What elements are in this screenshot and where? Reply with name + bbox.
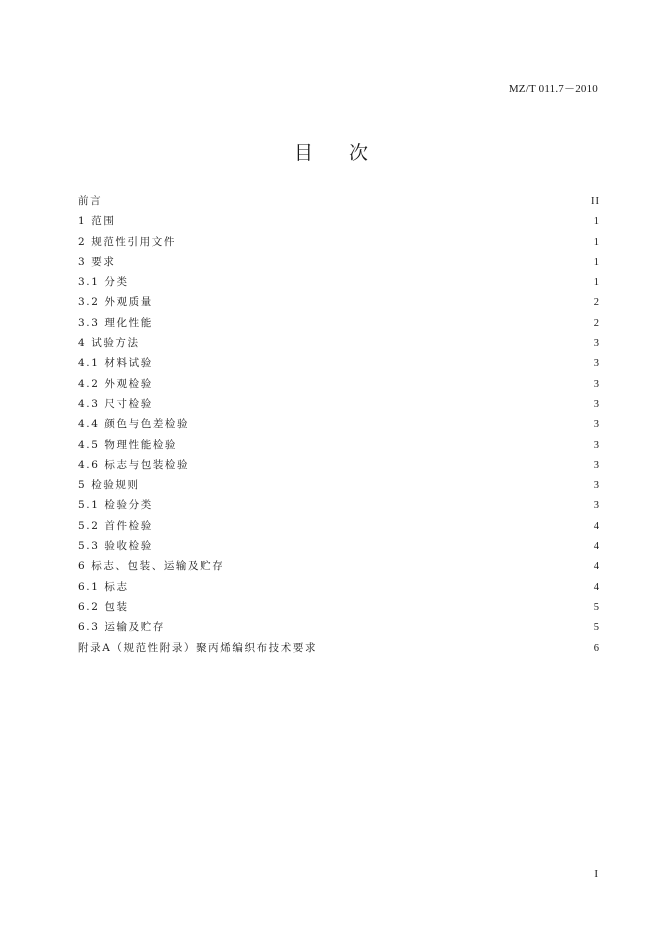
dot-leader [118,213,588,225]
toc-entry[interactable] [78,557,600,577]
toc-entry[interactable] [78,598,600,618]
toc-entry-label: 4.1 材料试验 [78,357,153,370]
toc-entry-page: II [591,196,600,207]
dot-leader [132,599,588,611]
dot-leader [143,335,588,347]
toc-entry[interactable] [78,395,600,415]
toc-entry-page: 4 [593,581,600,593]
toc-entry[interactable] [78,578,600,598]
dot-leader [143,477,588,489]
toc-entry-label: 3.2 外观质量 [78,296,153,309]
toc-entry[interactable] [78,639,600,659]
dot-leader [227,558,588,570]
toc-entry-page: 3 [593,480,600,492]
toc-entry-label: 附录A（规范性附录）聚丙烯编织布技术要求 [78,641,318,654]
dot-leader [132,274,588,286]
toc-entry[interactable] [78,456,600,476]
toc-entry-label: 2 规范性引用文件 [78,235,176,248]
toc-entry-label: 1 范围 [78,215,116,228]
toc-entry[interactable] [78,517,600,537]
toc-entry-label: 3.3 理化性能 [78,316,153,329]
toc-entry-page: 1 [593,236,600,248]
toc-entry-page: 1 [593,277,600,289]
toc-entry[interactable] [78,476,600,496]
toc-entry[interactable] [78,212,600,232]
dot-leader [132,579,588,591]
toc-entry-page: 3 [593,419,600,431]
toc-entry-page: 4 [593,520,600,532]
dot-leader [320,640,588,652]
dot-leader [179,234,588,246]
toc-entry-page: 2 [593,317,600,329]
dot-leader [156,376,588,388]
toc-entry[interactable] [78,537,600,557]
toc-entry-page: 5 [593,601,600,613]
toc-entry[interactable] [78,334,600,354]
dot-leader [118,254,588,266]
dot-leader [156,315,588,327]
toc-entry[interactable] [78,415,600,435]
toc-entry[interactable] [78,436,600,456]
page-title: 目次 [293,142,404,164]
toc-entry-page: 3 [593,378,600,390]
toc-entry-page: 1 [593,216,600,228]
dot-leader [156,497,588,509]
standard-code: MZ/T 011.7－2010 [508,83,598,95]
toc-entry-label: 4.5 物理性能检验 [78,438,178,451]
toc-entry[interactable] [78,233,600,253]
toc-entry-label: 6.1 标志 [78,580,129,593]
dot-leader [105,193,587,205]
toc-entry-label: 4.2 外观检验 [78,377,153,390]
toc-entry[interactable] [78,314,600,334]
toc-entry-page: 3 [593,398,600,410]
dot-leader [156,294,588,306]
toc-entry[interactable] [78,293,600,313]
toc-entry-label: 3.1 分类 [78,276,129,289]
toc-entry-page: 1 [593,256,600,268]
page-number: I [594,868,598,880]
dot-leader [156,396,588,408]
toc-entry-label: 5.3 验收检验 [78,540,153,553]
toc-entry-label: 4.3 尺寸检验 [78,397,153,410]
dot-leader [192,416,588,428]
toc-entry[interactable] [78,273,600,293]
toc-entry-label: 4.6 标志与包装检验 [78,458,190,471]
toc-entry-page: 3 [593,459,600,471]
table-of-contents [78,192,600,659]
toc-entry-label: 5.1 检验分类 [78,499,153,512]
toc-entry[interactable] [78,375,600,395]
toc-entry[interactable] [78,618,600,638]
dot-leader [156,538,588,550]
toc-entry-label: 6.3 运输及贮存 [78,621,165,634]
dot-leader [168,619,588,631]
toc-entry-label: 5 检验规则 [78,479,140,492]
toc-entry-page: 4 [593,541,600,553]
toc-entry-page: 3 [593,338,600,350]
dot-leader [180,437,588,449]
toc-entry-label: 4 试验方法 [78,337,140,350]
toc-entry-page: 3 [593,439,600,451]
toc-entry-page: 3 [593,500,600,512]
toc-entry-page: 5 [593,622,600,634]
dot-leader [156,518,588,530]
toc-entry-label: 3 要求 [78,255,116,268]
toc-entry[interactable] [78,496,600,516]
toc-entry-page: 2 [593,297,600,309]
dot-leader [156,355,588,367]
toc-entry[interactable] [78,192,600,212]
toc-entry-label: 6 标志、包装、运输及贮存 [78,560,225,573]
toc-entry-label: 4.4 颜色与色差检验 [78,418,190,431]
toc-entry-page: 3 [593,358,600,370]
toc-entry-label: 5.2 首件检验 [78,519,153,532]
toc-entry[interactable] [78,354,600,374]
toc-entry-label: 6.2 包装 [78,600,129,613]
toc-entry-page: 6 [593,642,600,654]
dot-leader [192,457,588,469]
toc-entry-label: 前言 [78,195,103,207]
toc-entry-page: 4 [593,561,600,573]
toc-entry[interactable] [78,253,600,273]
